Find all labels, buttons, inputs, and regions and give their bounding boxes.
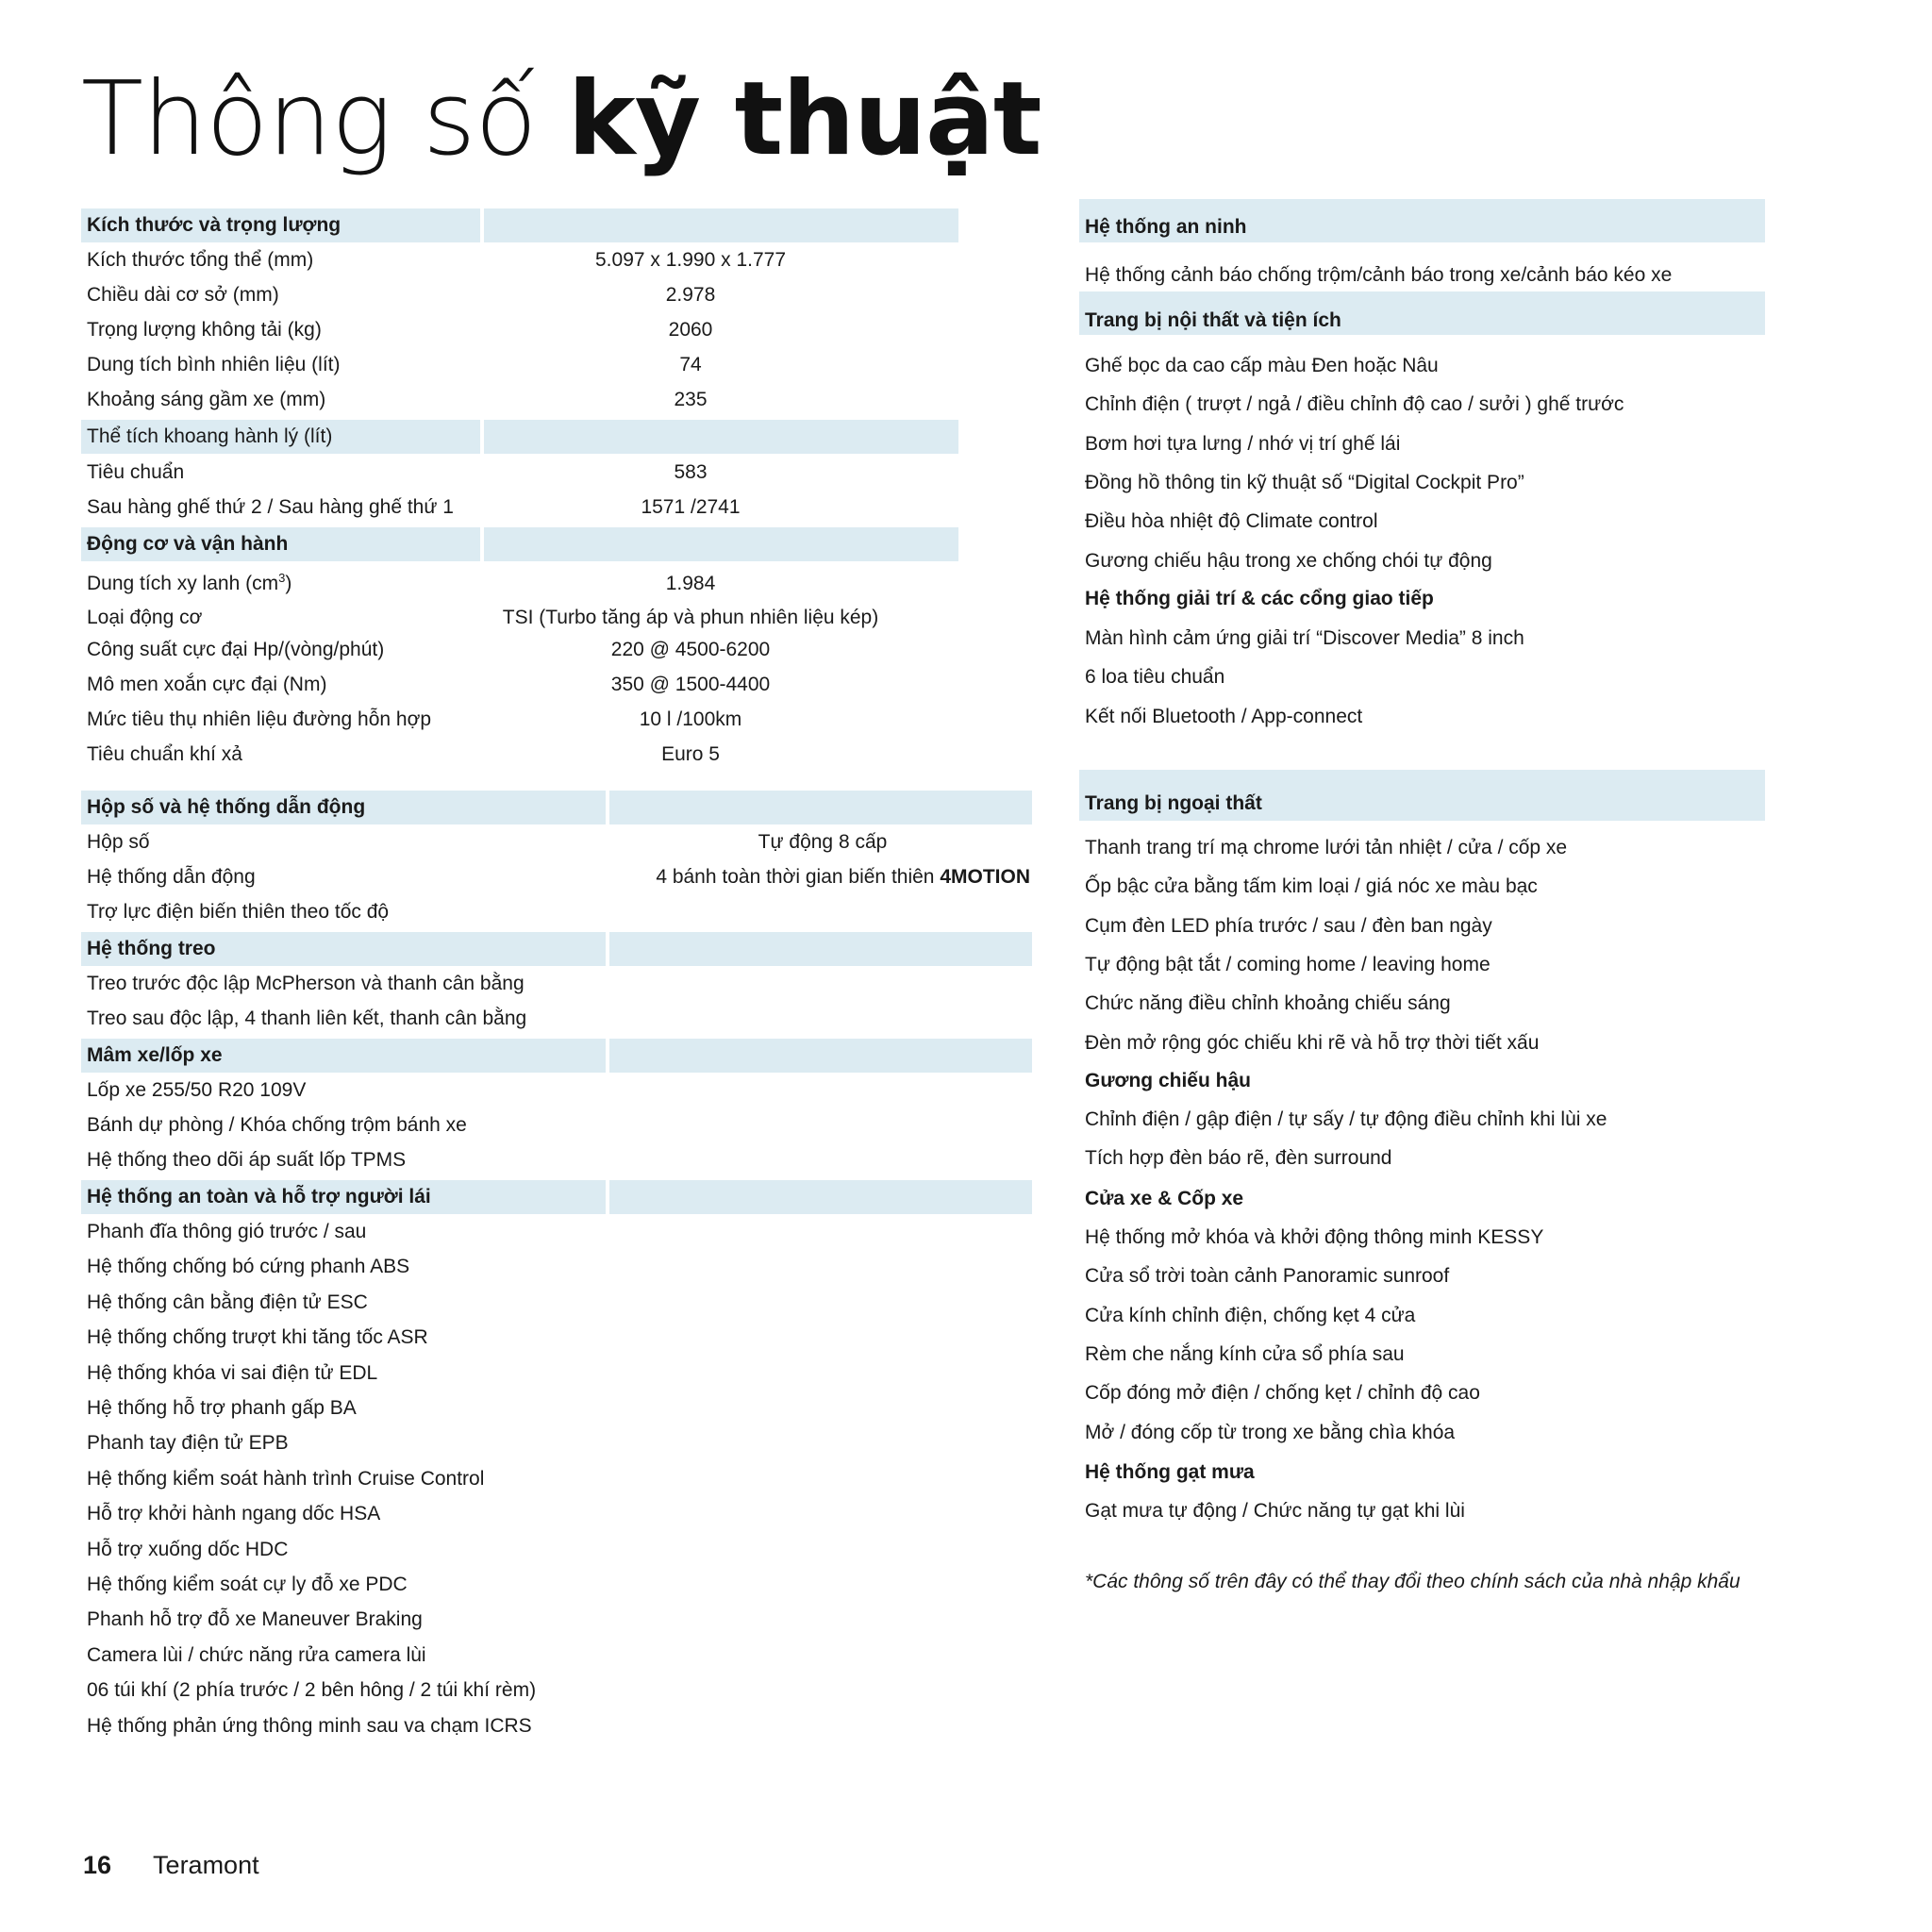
section-header-gearbox: Hộp số và hệ thống dẫn động (81, 791, 1032, 824)
section-header-doors: Cửa xe & Cốp xe (1085, 1188, 1244, 1209)
section-header-mirrors: Gương chiếu hậu (1085, 1070, 1251, 1091)
page-title: Thông số kỹ thuật (81, 60, 1041, 178)
list-item: Hệ thống kiểm soát hành trình Cruise Control (87, 1467, 485, 1490)
list-item: Phanh hỗ trợ đỗ xe Maneuver Braking (87, 1608, 423, 1631)
list-item: Hệ thống phản ứng thông minh sau va chạm ICRS (87, 1714, 532, 1737)
list-item: Chỉnh điện ( trượt / ngả / điều chỉnh độ cao / sưởi ) ghế trước (1085, 393, 1624, 416)
list-item: Cốp đóng mở điện / chống kẹt / chỉnh độ cao (1085, 1382, 1480, 1405)
section-header-security: Hệ thống an ninh (1079, 199, 1765, 242)
list-item: Bơm hơi tựa lưng / nhớ vị trí ghế lái (1085, 432, 1401, 455)
list-item: Hệ thống hỗ trợ phanh gấp BA (87, 1397, 357, 1419)
section-header-luggage: Thể tích khoang hành lý (lít) (81, 420, 958, 454)
list-item: Hệ thống mở khóa và khởi động thông minh KESSY (1085, 1226, 1544, 1248)
list-item: Tự động bật tắt / coming home / leaving home (1085, 953, 1491, 975)
spec-row: Hộp số Tự động 8 cấp (87, 831, 888, 853)
list-item: Hỗ trợ xuống dốc HDC (87, 1538, 289, 1560)
list-item: Tích hợp đèn báo rẽ, đèn surround (1085, 1147, 1392, 1170)
list-item: Ghế bọc da cao cấp màu Đen hoặc Nâu (1085, 355, 1439, 376)
spec-row: Dung tích xy lanh $(cm^3)$ 1.984 (87, 571, 716, 594)
page-footer (83, 1851, 259, 1880)
list-item: Cửa sổ trời toàn cảnh Panoramic sunroof (1085, 1265, 1450, 1288)
model-name: Teramont (153, 1851, 259, 1879)
list-item: Hỗ trợ khởi hành ngang dốc HSA (87, 1503, 381, 1525)
list-item: Điều hòa nhiệt độ Climate control (1085, 510, 1378, 533)
list-item: Đèn mở rộng góc chiếu khi rẽ và hỗ trợ thời tiết xấu (1085, 1031, 1540, 1054)
spec-row: Tiêu chuẩn 583 (87, 461, 708, 483)
spec-row: Mức tiêu thụ nhiên liệu đường hỗn hợp 10 l /100km (87, 708, 742, 730)
list-item: 06 túi khí (2 phía trước / 2 bên hông / 2 túi khí rèm) (87, 1679, 537, 1702)
list-item: Chức năng điều chỉnh khoảng chiếu sáng (1085, 992, 1451, 1015)
list-item: Đồng hồ thông tin kỹ thuật số “Digital Cockpit Pro” (1085, 471, 1524, 493)
section-header-exterior: Trang bị ngoại thất (1079, 770, 1765, 821)
list-item: Hệ thống kiểm soát cự ly đỗ xe PDC (87, 1574, 408, 1595)
list-item: Hệ thống chống bó cứng phanh ABS (87, 1256, 410, 1278)
page-number: 16 (83, 1851, 112, 1879)
list-item: Cụm đèn LED phía trước / sau / đèn ban ngày (1085, 914, 1492, 937)
section-header-infotainment: Hệ thống giải trí & các cổng giao tiếp (1085, 588, 1434, 609)
list-item: Camera lùi / chức năng rửa camera lùi (87, 1643, 426, 1666)
list-item: Hệ thống khóa vi sai điện tử EDL (87, 1361, 378, 1384)
section-header-wheels: Mâm xe/lốp xe (81, 1039, 1032, 1073)
spec-row: Dung tích bình nhiên liệu (lít) 74 (87, 354, 702, 375)
spec-row: Hệ thống dẫn động 4 bánh toàn thời gian biến thiên 4MOTION (87, 866, 1030, 888)
spec-row: Khoảng sáng gầm xe (mm) 235 (87, 389, 708, 410)
spec-row: Trọng lượng không tải (kg) 2060 (87, 319, 713, 341)
list-item: Rèm che nắng kính cửa sổ phía sau (1085, 1342, 1405, 1365)
list-item: Thanh trang trí mạ chrome lưới tản nhiệt / cửa / cốp xe (1085, 837, 1568, 858)
section-header-suspension: Hệ thống treo (81, 932, 1032, 966)
list-item: Gạt mưa tự động / Chức năng tự gạt khi lùi (1085, 1500, 1465, 1522)
spec-row: Tiêu chuẩn khí xả Euro 5 (87, 743, 720, 765)
spec-row: Mô men xoắn cực đại (Nm) 350 @ 1500-4400 (87, 674, 771, 695)
list-item: 6 loa tiêu chuẩn (1085, 666, 1225, 689)
list-item: Chỉnh điện / gập điện / tự sấy / tự động điều chỉnh khi lùi xe (1085, 1108, 1607, 1130)
list-item: Kết nối Bluetooth / App-connect (1085, 705, 1363, 727)
disclaimer-note: *Các thông số trên đây có thể thay đổi theo chính sách của nhà nhập khẩu (1085, 1571, 1740, 1592)
section-header-engine: Động cơ và vận hành (81, 527, 958, 561)
list-item: Hệ thống chống trượt khi tăng tốc ASR (87, 1326, 428, 1349)
list-item: Phanh tay điện tử EPB (87, 1432, 289, 1455)
list-item: Ốp bậc cửa bằng tấm kim loại / giá nóc xe màu bạc (1085, 875, 1538, 898)
spec-row: Chiều dài cơ sở (mm) 2.978 (87, 284, 716, 306)
list-item: Mở / đóng cốp từ trong xe bằng chìa khóa (1085, 1421, 1456, 1443)
spec-row: Kích thước tổng thể (mm) 5.097 x 1.990 x 1.777 (87, 249, 786, 271)
section-header-interior: Trang bị nội thất và tiện ích (1079, 291, 1765, 335)
list-item: Phanh đĩa thông gió trước / sau (87, 1221, 367, 1242)
section-header-dimensions: Kích thước và trọng lượng (81, 208, 958, 242)
spec-row: Công suất cực đại Hp/(vòng/phút) 220 @ 4500-6200 (87, 639, 771, 660)
spec-row: Sau hàng ghế thứ 2 / Sau hàng ghế thứ 1 1571 /2741 (87, 496, 741, 518)
list-item: Gương chiếu hậu trong xe chống chói tự động (1085, 549, 1492, 572)
list-item: Cửa kính chỉnh điện, chống kẹt 4 cửa (1085, 1304, 1416, 1326)
section-header-safety: Hệ thống an toàn và hỗ trợ người lái (81, 1180, 1032, 1214)
list-item: Hệ thống cảnh báo chống trộm/cảnh báo trong xe/cảnh báo kéo xe (1085, 264, 1673, 286)
list-item: Hệ thống cân bằng điện tử ESC (87, 1291, 368, 1313)
spec-row: Trợ lực điện biến thiên theo tốc độ (87, 901, 390, 923)
list-item: Màn hình cảm ứng giải trí “Discover Media” 8 inch (1085, 627, 1524, 649)
section-header-wipers: Hệ thống gạt mưa (1085, 1461, 1255, 1483)
spec-row: Loại động cơ TSI (Turbo tăng áp và phun nhiên liệu kép) (87, 607, 879, 628)
